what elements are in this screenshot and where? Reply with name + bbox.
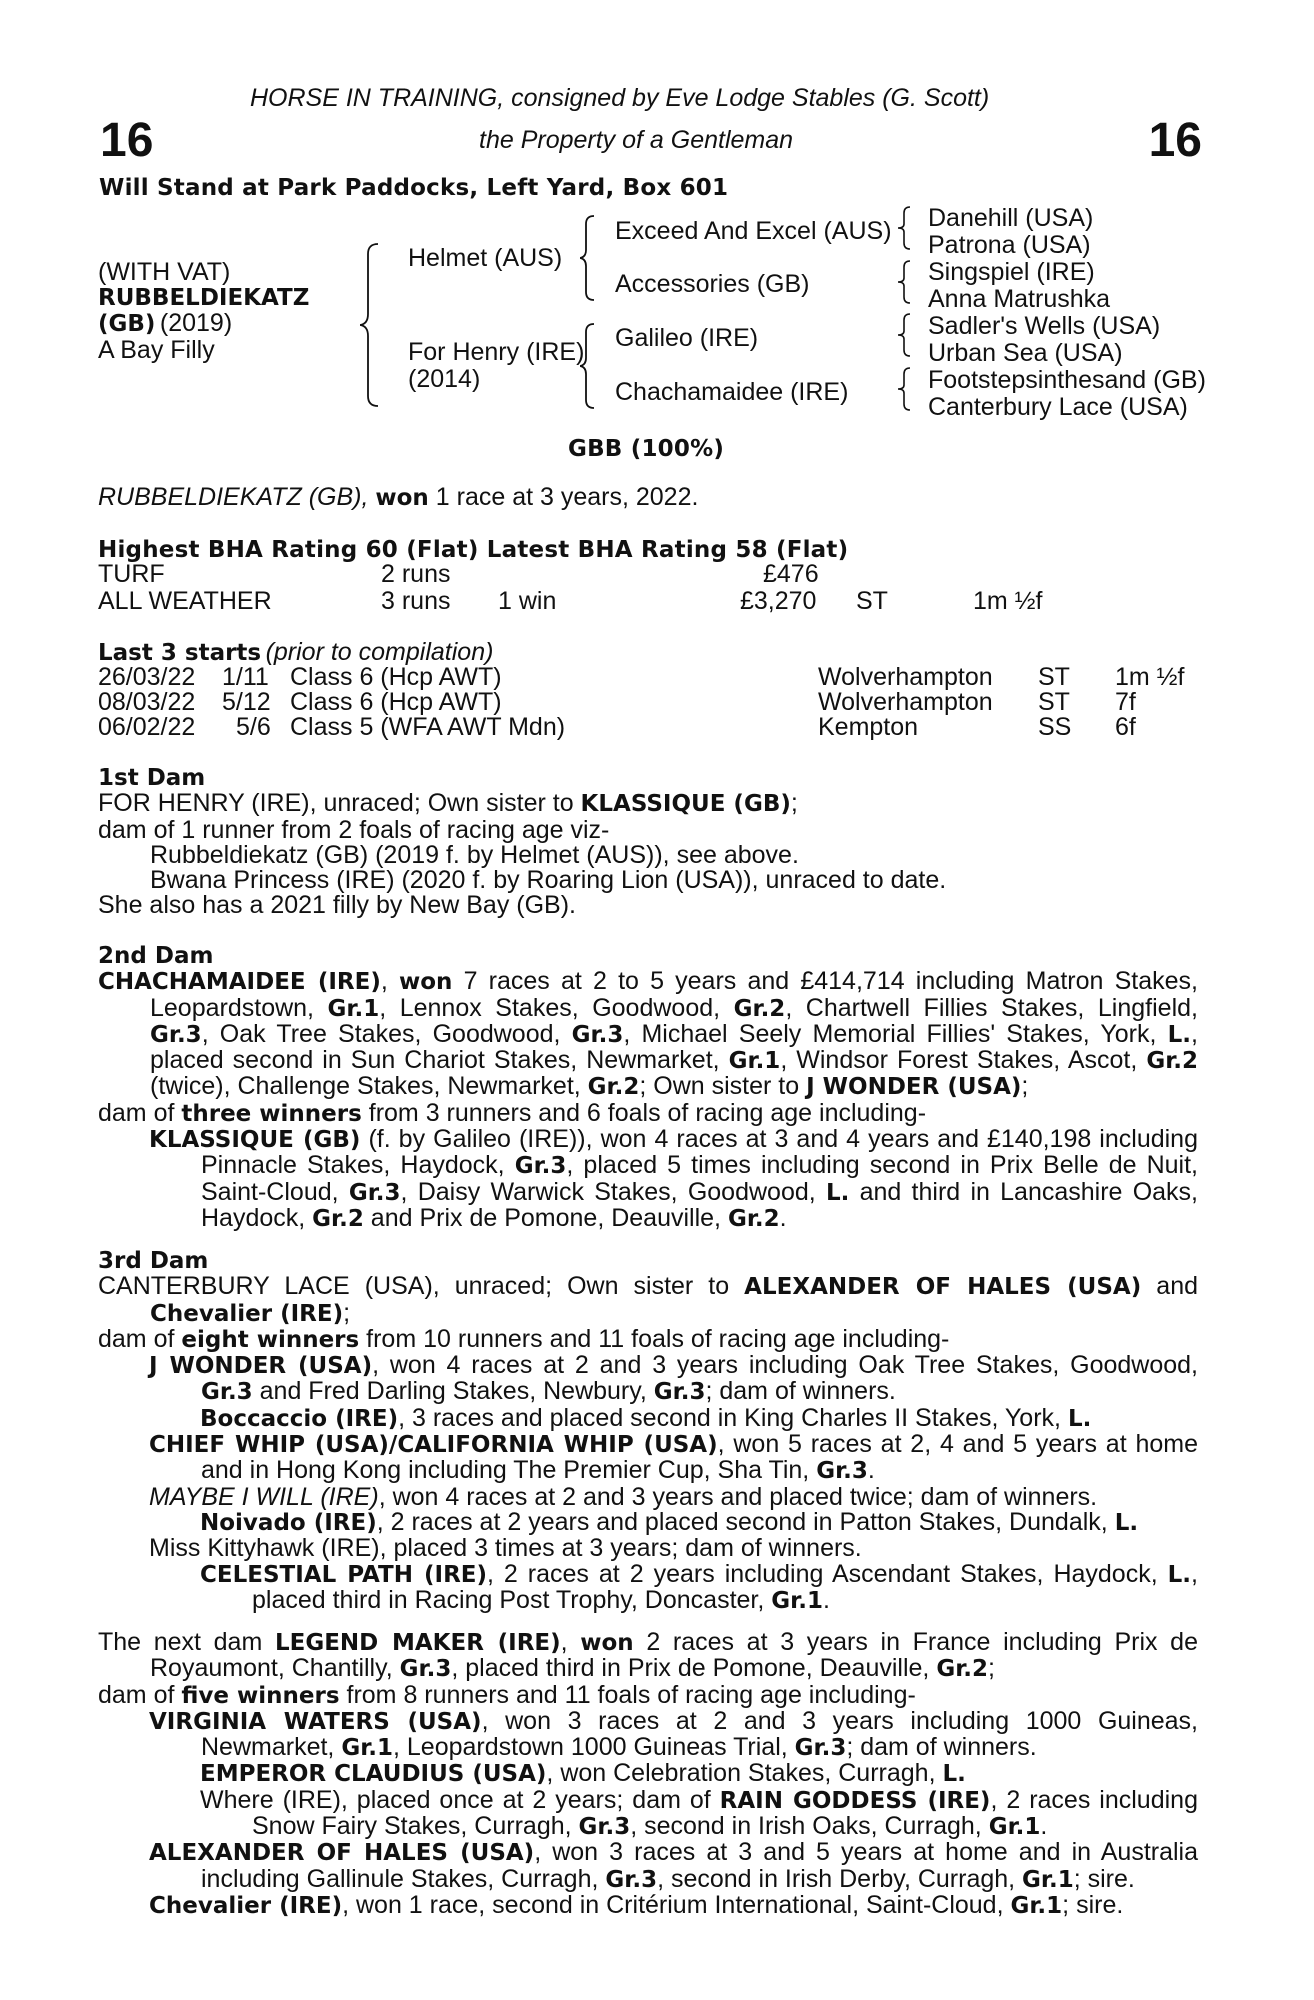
pedigree-bracket-g2	[898, 259, 916, 305]
starts-heading: Last 3 starts	[98, 640, 262, 666]
next-dam-foal-alexander-of-hales: ALEXANDER OF HALES (USA), won 3 races at 3 and 5 years at home and in Australia including Gallinule Stakes, Curragh, Gr.3, second in Irish Derby, Curragh, Gr.1; sire.	[149, 1838, 1198, 1893]
next-dam-grandfoal-emperor-claudius: EMPEROR CLAUDIUS (USA), won Celebration Stakes, Curragh, L.	[200, 1759, 966, 1788]
ratings-heading: Highest BHA Rating 60 (Flat) Latest BHA Rating 58 (Flat)	[98, 537, 849, 563]
start-3-course: Kempton	[818, 713, 919, 741]
ratings-aw-surface: ALL WEATHER	[98, 587, 272, 615]
lot-number-left: 16	[100, 114, 154, 167]
pedigree-dam: For Henry (IRE)	[408, 338, 585, 366]
pedigree-bracket-main	[360, 240, 390, 410]
start-1-date: 26/03/22	[98, 663, 196, 691]
second-dam-record: CHACHAMAIDEE (IRE), won 7 races at 2 to 5 years and £414,714 including Matron Stakes, Leopardstown, Gr.1, Lennox Stakes, Goodwood, Gr.2, Chartwell Fillies Stakes, Lingfield, Gr.3, Oak Tree Stakes, Goodwood, Gr.3, Michael Seely Memorial Fillies' Stakes, York, L., placed second in Sun Chariot Stakes, Newmarket, Gr.1, Windsor Forest Stakes, Ascot, Gr.2 (twice), Challenge Stakes, Newmarket, Gr.2; Own sister to J WONDER (USA);	[98, 967, 1198, 1101]
start-2-course: Wolverhampton	[818, 688, 993, 716]
third-dam-section	[98, 1248, 1198, 1614]
second-dam-foal-klassique: KLASSIQUE (GB) (f. by Galileo (IRE)), won 4 races at 3 and 4 years and £140,198 including Pinnacle Stakes, Haydock, Gr.3, placed 5 times including second in Prix Belle de Nuit, Saint-Cloud, Gr.3, Daisy Warwick Stakes, Goodwood, L. and third in Lancashire Oaks, Haydock, Gr.2 and Prix de Pomone, Deauville, Gr.2.	[149, 1125, 1198, 1232]
lot-number-right: 16	[1148, 114, 1202, 167]
ratings-turf-runs: 2 runs	[381, 560, 451, 588]
horse-origin	[98, 311, 232, 337]
next-dam-produce-intro: dam of five winners from 8 runners and 11 foals of racing age including-	[98, 1680, 916, 1709]
summary-won: won	[375, 485, 429, 511]
start-2-dist: 7f	[1115, 688, 1136, 716]
start-2-pos: 5/12	[222, 688, 271, 716]
pedigree-g8: Canterbury Lace (USA)	[928, 393, 1188, 421]
pedigree-sire-sire: Exceed And Excel (AUS)	[615, 217, 892, 245]
next-dam-grandfoal-where: Where (IRE), placed once at 2 years; dam of RAIN GODDESS (IRE), 2 races including Snow Fairy Stakes, Curragh, Gr.3, second in Irish Oaks, Curragh, Gr.1.	[200, 1785, 1198, 1841]
horse-description: A Bay Filly	[98, 336, 215, 364]
third-dam-foal-chief-whip: CHIEF WHIP (USA)/CALIFORNIA WHIP (USA), won 5 races at 2, 4 and 5 years at home and in Hong Kong including The Premier Cup, Sha Tin, Gr.3.	[149, 1430, 1198, 1485]
next-dam-record: The next dam LEGEND MAKER (IRE), won 2 races at 3 years in France including Prix de Royaumont, Chantilly, Gr.3, placed third in Prix de Pomone, Deauville, Gr.2;	[98, 1628, 1198, 1683]
start-2-date: 08/03/22	[98, 688, 196, 716]
ratings-aw-wins: 1 win	[498, 587, 557, 615]
first-dam-line: FOR HENRY (IRE), unraced; Own sister to KLASSIQUE (GB);	[98, 789, 798, 818]
pedigree-g7: Footstepsinthesand (GB)	[928, 366, 1206, 394]
pedigree-g6: Urban Sea (USA)	[928, 339, 1123, 367]
ratings-turf-money: £476	[763, 560, 819, 588]
ratings-aw-going: ST	[856, 587, 888, 615]
third-dam-record: CANTERBURY LACE (USA), unraced; Own sister to ALEXANDER OF HALES (USA) and Chevalier (IRE);	[98, 1272, 1198, 1327]
start-1-going: ST	[1038, 663, 1070, 691]
start-1-course: Wolverhampton	[818, 663, 993, 691]
first-dam-foal-1: Rubbeldiekatz (GB) (2019 f. by Helmet (AUS)), see above.	[150, 840, 799, 869]
start-3-date: 06/02/22	[98, 713, 196, 741]
start-1-pos: 1/11	[222, 663, 269, 691]
third-dam-grandfoal-celestial-path: CELESTIAL PATH (IRE), 2 races at 2 years including Ascendant Stakes, Haydock, L., placed third in Racing Post Trophy, Doncaster, Gr.1.	[200, 1559, 1198, 1614]
pedigree-sire-dam: Accessories (GB)	[615, 270, 810, 298]
ratings-aw-runs: 3 runs	[381, 587, 451, 615]
race-summary	[98, 485, 698, 511]
start-1-race: Class 6 (Hcp AWT)	[290, 663, 502, 691]
next-dam-foal-chevalier: Chevalier (IRE), won 1 race, second in Critérium International, Saint-Cloud, Gr.1; sire.	[149, 1890, 1124, 1919]
horse-country: (GB)	[98, 311, 156, 337]
ratings-aw-money: £3,270	[740, 587, 817, 615]
horse-year: (2019)	[159, 309, 233, 337]
third-dam-foal-miss-kittyhawk: Miss Kittyhawk (IRE), placed 3 times at 3 years; dam of winners.	[149, 1534, 862, 1563]
first-dam-produce-intro: dam of 1 runner from 2 foals of racing age viz-	[98, 815, 610, 844]
third-dam-produce-intro: dam of eight winners from 10 runners and 11 foals of racing age including-	[98, 1324, 950, 1353]
start-3-going: SS	[1038, 713, 1072, 741]
pedigree-bracket-sire	[580, 214, 604, 302]
pedigree-bracket-g4	[898, 366, 916, 412]
start-2-race: Class 6 (Hcp AWT)	[290, 688, 502, 716]
ratings-turf-surface: TURF	[98, 560, 165, 588]
first-dam-heading: 1st Dam	[98, 765, 206, 791]
pedigree-g4: Anna Matrushka	[928, 285, 1111, 313]
pedigree-dam-sire: Galileo (IRE)	[615, 324, 759, 352]
pedigree-dam-year: (2014)	[408, 365, 481, 393]
location-line: Will Stand at Park Paddocks, Left Yard, Box 601	[99, 175, 729, 201]
pedigree-bracket-g3	[898, 312, 916, 358]
first-dam-foal-2: Bwana Princess (IRE) (2020 f. by Roaring Lion (USA)), unraced to date.	[150, 866, 947, 895]
first-dam-section	[98, 765, 1198, 919]
pedigree-dam-dam: Chachamaidee (IRE)	[615, 378, 849, 406]
pedigree-code: GBB (100%)	[568, 436, 725, 462]
start-3-dist: 6f	[1115, 713, 1136, 741]
next-dam-foal-virginia-waters: VIRGINIA WATERS (USA), won 3 races at 2 and 3 years including 1000 Guineas, Newmarket, Gr.1, Leopardstown 1000 Guineas Trial, Gr.3; dam of winners.	[149, 1706, 1199, 1762]
start-3-pos: 5/6	[236, 713, 271, 741]
start-2-going: ST	[1038, 688, 1070, 716]
first-dam-note: She also has a 2021 filly by New Bay (GB).	[98, 891, 577, 920]
summary-rest: 1 race at 3 years, 2022.	[435, 483, 699, 511]
start-1-dist: 1m ½f	[1115, 663, 1185, 691]
pedigree-g2: Patrona (USA)	[928, 231, 1091, 259]
ratings-aw-dist: 1m ½f	[973, 587, 1043, 615]
start-3-race: Class 5 (WFA AWT Mdn)	[290, 713, 566, 741]
second-dam-heading: 2nd Dam	[98, 943, 214, 969]
third-dam-heading: 3rd Dam	[98, 1248, 209, 1274]
pedigree-g1: Danehill (USA)	[928, 204, 1094, 232]
third-dam-grandfoal-noivado: Noivado (IRE), 2 races at 2 years and placed second in Patton Stakes, Dundalk, L.	[200, 1507, 1139, 1536]
third-dam-grandfoal-boccaccio: Boccaccio (IRE), 3 races and placed second in King Charles II Stakes, York, L.	[200, 1403, 1092, 1432]
pedigree-g3: Singspiel (IRE)	[928, 258, 1095, 286]
pedigree-sire: Helmet (AUS)	[408, 244, 563, 272]
summary-name: RUBBELDIEKATZ (GB),	[98, 483, 369, 511]
property-line: the Property of a Gentleman	[479, 126, 794, 154]
second-dam-section	[98, 943, 1198, 1232]
consignment-line: HORSE IN TRAINING, consigned by Eve Lodge Stables (G. Scott)	[250, 84, 990, 112]
next-dam-section	[98, 1630, 1198, 1919]
third-dam-foal-j-wonder: J WONDER (USA), won 4 races at 2 and 3 years including Oak Tree Stakes, Goodwood, Gr.3 and Fred Darling Stakes, Newbury, Gr.3; dam of winners.	[149, 1351, 1198, 1406]
third-dam-foal-maybe-i-will: MAYBE I WILL (IRE), won 4 races at 2 and 3 years and placed twice; dam of winners.	[149, 1482, 1098, 1511]
pedigree-g5: Sadler's Wells (USA)	[928, 312, 1161, 340]
pedigree-bracket-g1	[898, 205, 916, 251]
second-dam-produce-intro: dam of three winners from 3 runners and 6 foals of racing age including-	[98, 1098, 927, 1127]
horse-name: RUBBELDIEKATZ	[98, 285, 310, 311]
pedigree-bracket-dam	[580, 322, 604, 410]
starts-note: (prior to compilation)	[265, 638, 494, 666]
vat-note: (WITH VAT)	[98, 258, 231, 286]
